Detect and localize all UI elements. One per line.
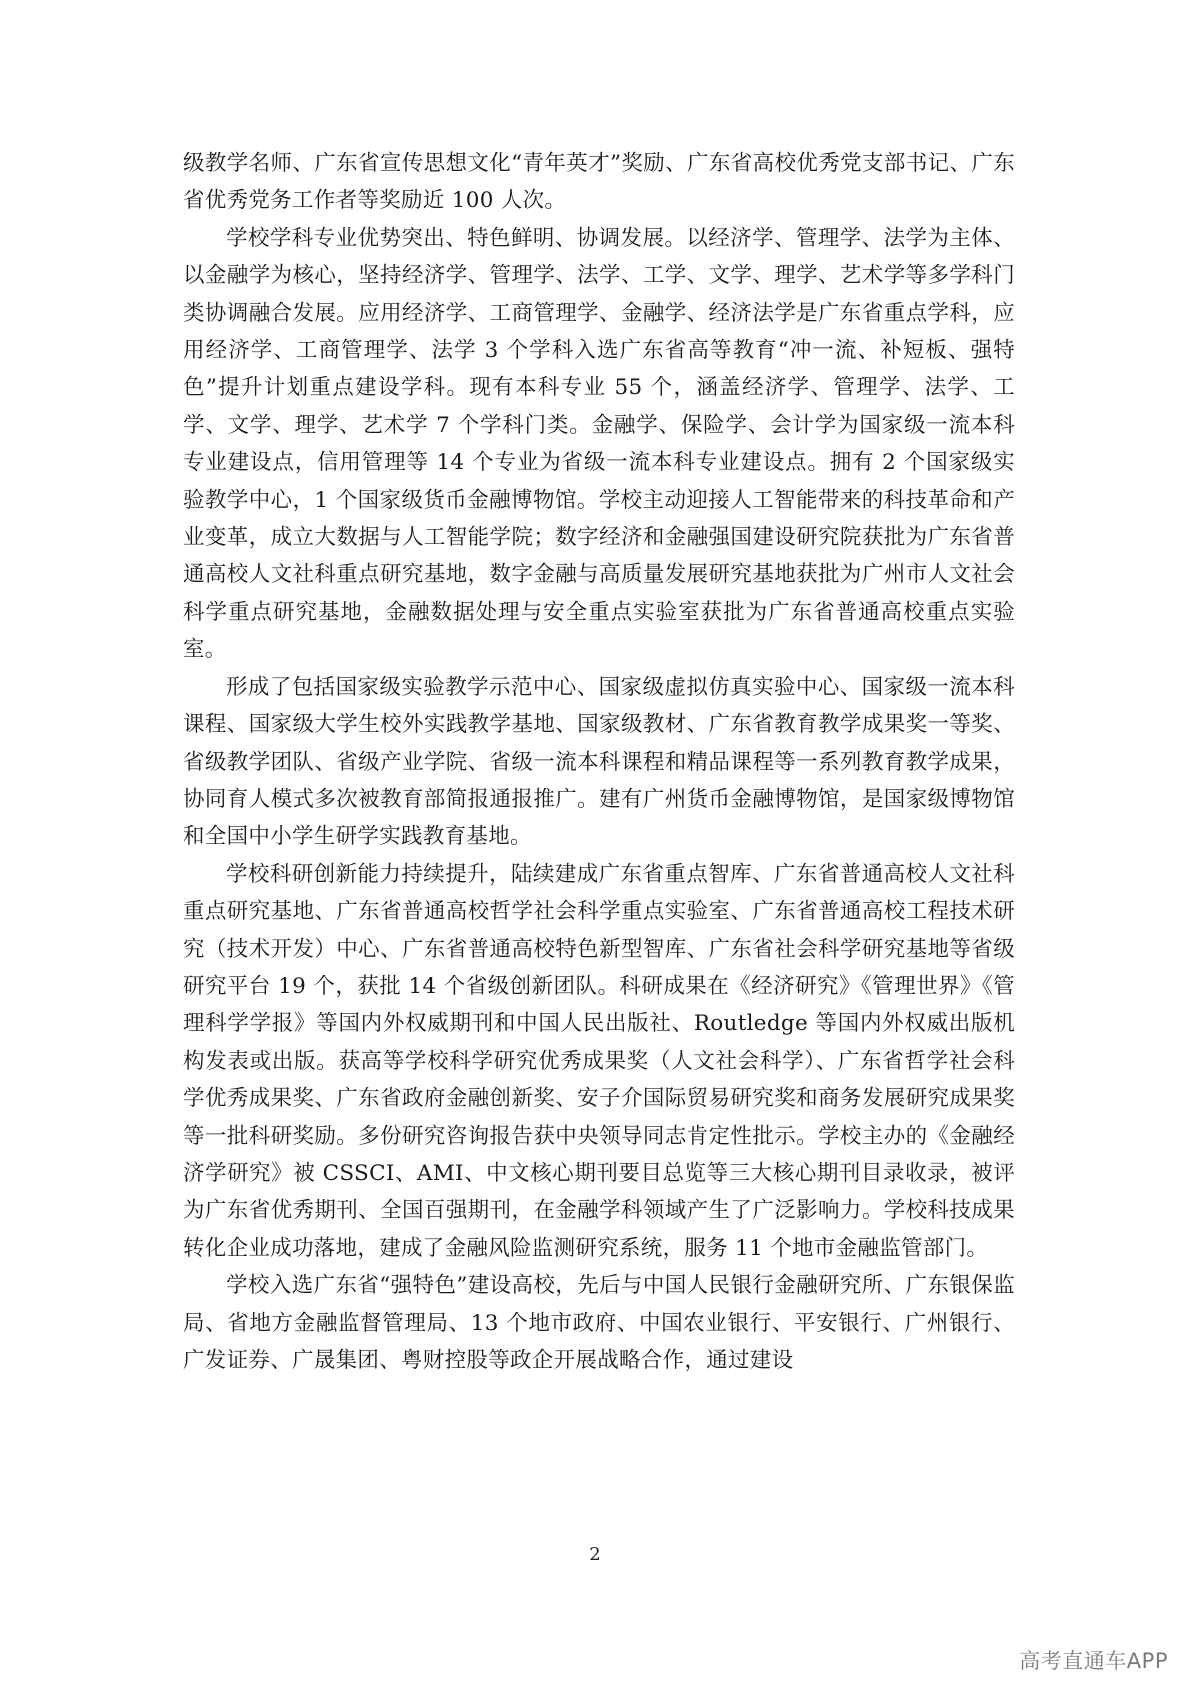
page-number: 2 xyxy=(589,1544,601,1565)
paragraph-research: 学校科研创新能力持续提升，陆续建成广东省重点智库、广东省普通高校人文社科重点研究基地、广东省普通高校哲学社会科学重点实验室、广东省普通高校工程技术研究（技术开发）中心、广东省普通高校特色新型智库、广东省社会科学研究基地等省级研究平台 19 个，获批 14 个省级创新团队。科研成果在《经济研究》《管理世界》《管理科学学报》等国内外权威期刊和中国人民出版社、Routledge 等国内外权威出版机构发表或出版。获高等学校科学研究优秀成果奖（人文社会科学）、广东省哲学社会科学优秀成果奖、广东省政府金融创新奖、安子介国际贸易研究奖和商务发展研究成果奖等一批科研奖励。多份研究咨询报告获中央领导同志肯定性批示。学校主办的《金融经济学研究》被 CSSCI、AMI、中文核心期刊要目总览等三大核心期刊目录收录，被评为广东省优秀期刊、全国百强期刊，在金融学科领域产生了广泛影响力。学校科技成果转化企业成功落地，建成了金融风险监测研究系统，服务 11 个地市金融监管部门。 xyxy=(183,861,1015,1261)
app-watermark: 高考直通车APP xyxy=(1019,1649,1168,1673)
paragraph-cooperation: 学校入选广东省“强特色”建设高校，先后与中国人民银行金融研究所、广东银保监局、省地方金融监督管理局、13 个地市政府、中国农业银行、平安银行、广州银行、广发证券、广晟集团、粤财控股等政企开展战略合作，通过建设 xyxy=(183,1273,1015,1373)
paragraph-teaching-achievements: 形成了包括国家级实验教学示范中心、国家级虚拟仿真实验中心、国家级一流本科课程、国家级大学生校外实践教学基地、国家级教材、广东省教育教学成果奖一等奖、省级教学团队、省级产业学院、省级一流本科课程和精品课程等一系列教育教学成果，协同育人模式多次被教育部简报通报推广。建有广州货币金融博物馆，是国家级博物馆和全国中小学生研学实践教育基地。 xyxy=(183,674,1015,850)
paragraph-continued: 级教学名师、广东省宣传思想文化“青年英才”奖励、广东省高校优秀党支部书记、广东省优秀党务工作者等奖励近 100 人次。 xyxy=(183,151,1015,214)
document-body xyxy=(183,145,1015,1379)
paragraph-disciplines: 学校学科专业优势突出、特色鲜明、协调发展。以经济学、管理学、法学为主体、以金融学为核心，坚持经济学、管理学、法学、工学、文学、理学、艺术学等多学科门类协调融合发展。应用经济学、工商管理学、金融学、经济法学是广东省重点学科，应用经济学、工商管理学、法学 3 个学科入选广东省高等教育“冲一流、补短板、强特色”提升计划重点建设学科。现有本科专业 55 个，涵盖经济学、管理学、法学、工学、文学、理学、艺术学 7 个学科门类。金融学、保险学、会计学为国家级一流本科专业建设点，信用管理等 14 个专业为省级一流本科专业建设点。拥有 2 个国家级实验教学中心，1 个国家级货币金融博物馆。学校主动迎接人工智能带来的科技革命和产业变革，成立大数据与人工智能学院；数字经济和金融强国建设研究院获批为广东省普通高校人文社科重点研究基地，数字金融与高质量发展研究基地获批为广州市人文社会科学重点研究基地，金融数据处理与安全重点实验室获批为广东省普通高校重点实验室。 xyxy=(183,225,1015,663)
